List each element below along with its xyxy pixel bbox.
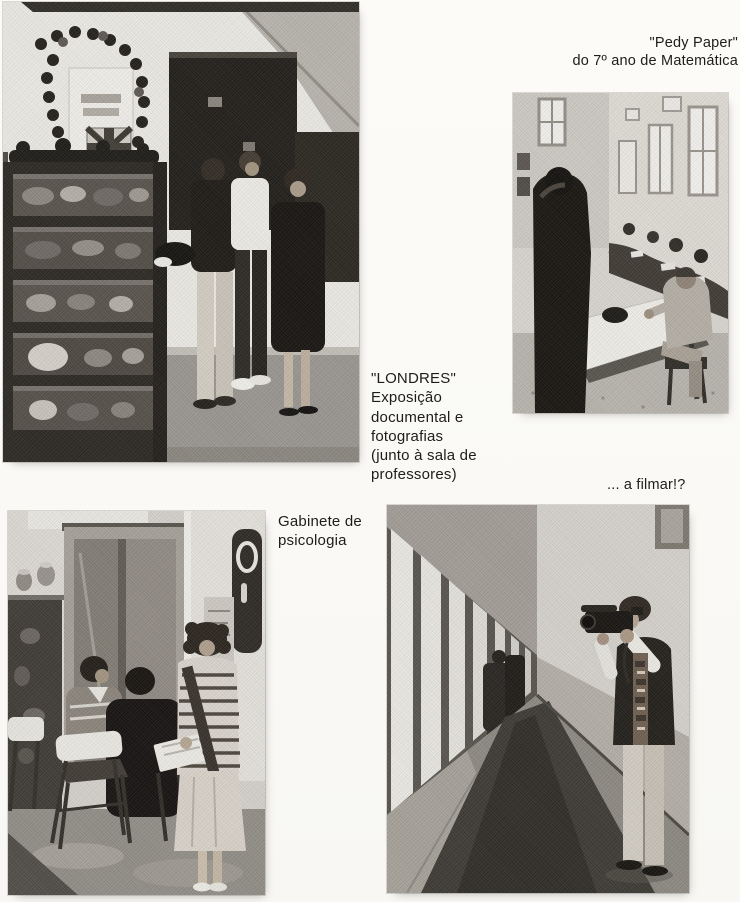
caption-pedy-paper-line2: do 7º ano de Matemática (572, 53, 738, 69)
photo-pedy-paper (513, 93, 728, 413)
caption-londres-line: documental e (371, 408, 464, 426)
caption-gabinete (278, 512, 362, 550)
caption-pedy-paper-line1: "Pedy Paper" (649, 35, 738, 51)
caption-londres-line: "LONDRES" (371, 370, 456, 387)
photo-gabinete-psicologia (8, 511, 265, 895)
caption-londres-line: (junto à sala de (371, 447, 477, 465)
photo-a-filmar (387, 505, 689, 893)
a-filmar-image (387, 505, 689, 893)
photo-londres-exposition (3, 2, 359, 462)
caption-gabinete-line2: psicologia (278, 532, 347, 549)
caption-londres-line: fotografias (371, 427, 444, 445)
caption-pedy-paper (573, 34, 738, 70)
caption-a-filmar-text: ... a filmar!? (607, 477, 686, 493)
caption-londres-line: Exposição (371, 389, 443, 407)
caption-gabinete-line1: Gabinete de (278, 513, 362, 530)
caption-londres-line: professores) (371, 466, 457, 484)
caption-a-filmar (607, 476, 686, 495)
gabinete-psicologia-image (8, 511, 265, 895)
pedy-paper-image (513, 93, 728, 413)
londres-exposition-image (3, 2, 359, 462)
caption-londres (371, 369, 477, 485)
